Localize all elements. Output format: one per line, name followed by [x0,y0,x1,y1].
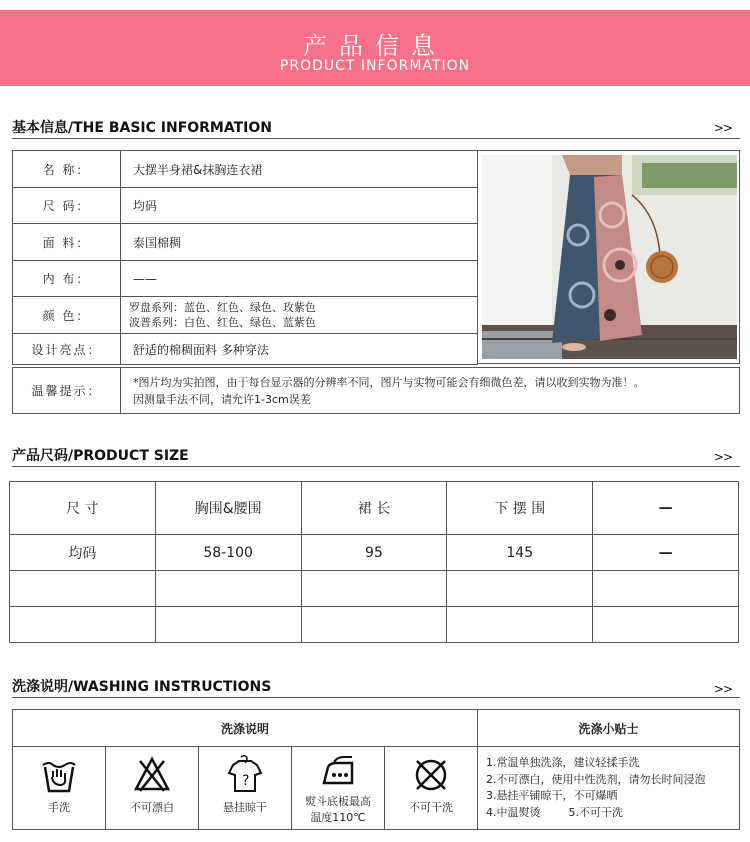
banner-title-cn: 产品信息 [303,32,447,60]
tip-item: 3.悬挂平铺晾干，不可爆晒 [486,789,618,802]
hang-dry-icon [225,755,265,795]
basic-info-table [12,150,478,365]
table-row [10,535,739,571]
label-color: 颜 色： [13,297,121,334]
label-highlight: 设计亮点： [13,334,121,365]
size-header-cell: — [593,482,739,535]
size-title: 产品尺码/PRODUCT SIZE [12,448,189,464]
wash-table [12,709,740,830]
svg-text:?: ? [242,773,250,789]
value-fabric: 泰国棉稠 [121,224,478,261]
table-row [10,571,739,607]
iron-label-1: 熨斗底板最高 [305,795,371,808]
product-photo [482,155,737,359]
label-notice: 温馨提示： [13,368,121,414]
size-cell: — [593,535,739,571]
value-notice [121,368,740,414]
wash-header: 洗涤说明 [13,710,478,747]
hang-dry-label: 悬挂晾干 [223,801,267,814]
tips-header: 洗涤小贴士 [478,710,740,747]
more-icon[interactable]: >> [713,450,732,464]
label-fabric: 面 料： [13,224,121,261]
iron-icon [318,755,358,789]
value-color [121,297,478,334]
hand-wash-label: 手洗 [48,801,70,814]
table-row [10,607,739,643]
no-dry-clean-icon [411,755,451,795]
tips-cell [478,747,740,830]
wash-cell-hang [199,747,292,830]
no-dry-clean-label: 不可干洗 [409,801,453,814]
more-icon[interactable]: >> [713,682,732,696]
label-size: 尺 码： [13,188,121,224]
value-size: 均码 [121,188,478,224]
no-bleach-icon [132,755,172,795]
section-divider [12,138,740,139]
size-header-cell: 下 摆 围 [447,482,593,535]
header-banner [0,10,750,86]
notice-table [12,367,740,414]
size-header-cell: 胸围&腰围 [155,482,301,535]
banner-title-en: PRODUCT INFORMATION [279,58,471,74]
tip-item: 1.常温单独洗涤，建议轻揉手洗 [486,756,640,769]
more-icon[interactable]: >> [713,121,732,135]
tip-item: 4.中温熨烫 5.不可干洗 [486,805,623,819]
no-bleach-label: 不可漂白 [130,801,174,814]
wash-cell-dryclean [385,747,478,830]
section-divider [12,466,740,467]
value-lining: —— [121,261,478,297]
hand-wash-icon [39,755,79,795]
tip-item: 2.不可漂白，使用中性洗剂，请勿长时间浸泡 [486,772,706,786]
wash-cell-hand [13,747,106,830]
label-lining: 内 布： [13,261,121,297]
section-divider [12,697,740,698]
size-cell: 95 [301,535,447,571]
size-cell: 均码 [10,535,156,571]
color-line-pop: 波普系列：白色、红色、绿色、蓝紫色 [129,316,316,329]
color-line-compass: 罗盘系列：蓝色、红色、绿色、玫紫色 [129,301,316,314]
iron-label-2: 温度110℃ [310,811,366,824]
notice-line-2: 因测量手法不同，请允许1-3cm误差 [133,392,311,406]
size-header-cell: 尺 寸 [10,482,156,535]
wash-cell-bleach [106,747,199,830]
value-name: 大摆半身裙&抹胸连衣裙 [121,151,478,188]
wash-cell-iron [292,747,385,830]
size-cell: 58-100 [155,535,301,571]
size-header-row [10,482,739,535]
value-highlight: 舒适的棉稠面料 多种穿法 [121,334,478,365]
size-header-cell: 裙 长 [301,482,447,535]
size-table [9,481,739,643]
notice-line-1: *图片均为实拍图，由于每台显示器的分辨率不同，图片与实物可能会有细微色差，请以收到实物为准！。 [133,375,645,389]
basic-info-title: 基本信息/THE BASIC INFORMATION [12,120,272,136]
size-cell: 145 [447,535,593,571]
label-name: 名 称： [13,151,121,188]
wash-title: 洗涤说明/WASHING INSTRUCTIONS [12,679,272,695]
